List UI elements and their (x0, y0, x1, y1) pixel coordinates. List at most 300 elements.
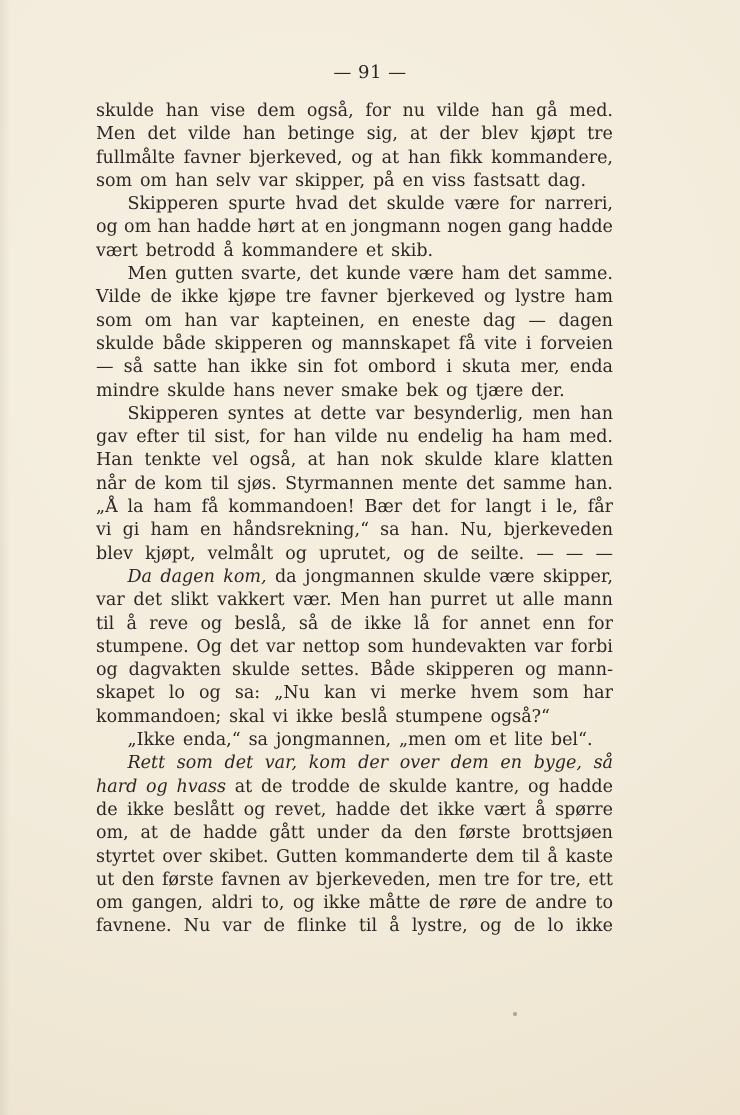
word: en (324, 217, 347, 238)
word: ikke (250, 357, 288, 378)
word: vilde (436, 101, 480, 121)
word: hans (233, 380, 276, 401)
word: har (582, 683, 613, 704)
word: han (175, 170, 208, 191)
word: og (311, 333, 334, 354)
word: både (162, 333, 206, 354)
word: om (454, 730, 482, 751)
word: tjære (475, 380, 524, 401)
text-line (96, 380, 613, 403)
word: nu (402, 101, 426, 121)
word: to, (261, 893, 285, 914)
word: var (230, 310, 259, 331)
word: ikke (364, 613, 402, 634)
word: hard (96, 776, 138, 797)
text-line (96, 333, 613, 356)
word: røre (458, 893, 497, 914)
word: han (491, 101, 525, 121)
word: ut (96, 869, 115, 890)
word: så (593, 753, 613, 774)
word: var (534, 636, 563, 657)
word: han (184, 310, 218, 331)
word: sjøs. (237, 473, 277, 494)
word: gutten (174, 264, 234, 285)
word: — (536, 543, 554, 564)
word: hadde (196, 217, 252, 238)
word: skipperen (214, 333, 303, 354)
word: en (377, 310, 400, 331)
word: skulde (96, 333, 155, 354)
word: ikke (296, 706, 334, 727)
word: og (524, 660, 547, 681)
word: — (595, 543, 613, 564)
word: kan (324, 683, 357, 704)
text-line (96, 426, 613, 449)
word: han. (410, 520, 450, 541)
word: kommandere (241, 240, 359, 261)
word: skipper, (542, 566, 613, 587)
word: jongmann (352, 217, 441, 238)
text-line (96, 123, 613, 146)
word: de (330, 613, 353, 634)
word: spurte (228, 194, 286, 215)
word: et (365, 240, 384, 261)
word: de (260, 776, 283, 797)
text-line (96, 636, 613, 659)
word: da (380, 823, 403, 844)
word: skibet. (209, 846, 269, 867)
word: nogen (447, 217, 502, 238)
word: favnen (221, 869, 281, 890)
word: han (388, 590, 422, 611)
word: bel“. (550, 730, 593, 751)
text-line (96, 240, 613, 263)
word: betrodd (145, 240, 216, 261)
word: „Ikke (127, 730, 176, 751)
word: hvass (176, 776, 227, 797)
text-line (96, 799, 613, 822)
word: om (96, 893, 124, 914)
text-line (96, 776, 613, 799)
word: av (288, 869, 309, 890)
word: det (466, 473, 495, 494)
word: lite (514, 730, 543, 751)
word: de (513, 916, 536, 937)
word: som (96, 170, 133, 191)
word: ombord (367, 357, 437, 378)
word: over (399, 753, 439, 774)
text-line (96, 566, 613, 589)
word: det (309, 264, 339, 285)
word: et (489, 730, 507, 751)
text-line (96, 100, 613, 123)
word: vær. (293, 590, 332, 611)
word: purret (430, 590, 487, 611)
word: skulde (388, 776, 447, 797)
body-text (96, 100, 613, 939)
word: for (259, 427, 285, 448)
word: viss (432, 170, 466, 191)
text-line (96, 310, 613, 333)
word: alle (522, 590, 555, 611)
word: la (127, 497, 144, 518)
word: om (124, 217, 152, 238)
word: første (458, 823, 511, 844)
word: ham (150, 520, 189, 541)
word: kom (164, 473, 203, 494)
word: blev (481, 124, 519, 145)
text-line (96, 216, 613, 239)
word: lystre (515, 287, 566, 308)
word: dagen (160, 566, 215, 587)
word: revet, (274, 799, 327, 820)
word: også, (306, 101, 354, 121)
text-line (96, 193, 613, 216)
word: smake (341, 380, 399, 401)
word: vise (210, 101, 246, 121)
word: stumpene. (96, 636, 189, 657)
word: jongmannen (305, 566, 415, 587)
word: hundevakten (411, 636, 527, 657)
word: langt (485, 497, 532, 518)
word: hvad (295, 194, 339, 215)
word: sig, (366, 124, 398, 145)
word: skulde (424, 450, 483, 471)
word: håndsrekning,“ (232, 520, 370, 541)
word: da (274, 566, 297, 587)
word: de (505, 893, 527, 914)
word: enda,“ (182, 730, 241, 751)
word: at (140, 823, 158, 844)
word: ikke (181, 287, 219, 308)
word: dag (482, 310, 516, 331)
text-line (96, 752, 613, 775)
word: — (565, 543, 584, 564)
word: forbi (570, 636, 613, 657)
word: en (500, 753, 523, 774)
word: de (358, 776, 381, 797)
word: hadde (558, 776, 613, 797)
word: kantre, (455, 776, 520, 797)
word: ett (588, 869, 613, 890)
word: skal (229, 706, 265, 727)
word: når (96, 473, 127, 494)
word: få (458, 333, 476, 354)
word: de (169, 823, 192, 844)
word: sa: (234, 683, 261, 704)
word: „Å (96, 497, 118, 518)
word: ikke (575, 916, 613, 937)
word: kaste (565, 846, 613, 867)
word: for (587, 613, 613, 634)
text-line (96, 496, 613, 519)
word: flinke (297, 916, 347, 937)
word: mer, (520, 357, 560, 378)
word: vilde (335, 427, 378, 448)
word: fastsatt (473, 170, 540, 191)
word: merke (400, 683, 457, 704)
word: som (96, 310, 133, 331)
word: under (316, 823, 370, 844)
word: men (438, 869, 477, 890)
word: der (358, 753, 389, 774)
word: om (140, 170, 168, 191)
word: og (446, 380, 468, 401)
word: bjerkeveden, (315, 869, 431, 890)
word: gått (269, 823, 305, 844)
word: til (358, 916, 378, 937)
word: ham (522, 427, 561, 448)
word: var, (264, 753, 298, 774)
word: til (187, 427, 206, 448)
text-line (96, 403, 613, 426)
word: hadde (202, 823, 258, 844)
word: vi (96, 520, 112, 541)
word: lo (168, 683, 185, 704)
word: vilde (188, 124, 231, 145)
word: beslå (341, 706, 388, 727)
word: at (301, 217, 319, 238)
word: om (144, 310, 172, 331)
word: de (150, 287, 173, 308)
word: Rett (127, 753, 166, 774)
word: styrtet (96, 846, 155, 867)
word: de (96, 799, 118, 820)
word: favnene. (96, 916, 172, 937)
word: at (234, 776, 253, 797)
word: Men (127, 264, 168, 285)
word: fullmålte (96, 147, 175, 168)
word: hvem (470, 683, 519, 704)
word: kom, (223, 566, 267, 587)
word: dagen (558, 310, 613, 331)
word: spørre (555, 799, 613, 820)
word: og (292, 893, 315, 914)
word: ikke (323, 893, 361, 914)
word: samme (503, 473, 567, 494)
word: som (176, 753, 213, 774)
word: det (147, 124, 177, 145)
word: til (210, 473, 229, 494)
text-line (96, 613, 613, 636)
word: var (266, 636, 295, 657)
word: være (408, 264, 454, 285)
word: dag. (547, 170, 587, 191)
word: tre (483, 869, 510, 890)
word: over (162, 846, 202, 867)
word: „men (398, 730, 447, 751)
word: Skipperen (127, 403, 219, 424)
word: og (479, 916, 502, 937)
word: ham (461, 264, 500, 285)
word: med. (569, 101, 613, 121)
word: skulde (96, 101, 155, 121)
word: å (535, 799, 546, 820)
word: en (402, 170, 425, 191)
word: kommanderte (344, 846, 469, 867)
text-line (96, 473, 613, 496)
word: nu (386, 427, 409, 448)
word: slikt (170, 590, 209, 611)
word: le, (556, 497, 578, 518)
word: de (134, 473, 157, 494)
word: satte (153, 357, 198, 378)
word: de (437, 543, 459, 564)
word: å (126, 613, 137, 634)
word: han (165, 101, 199, 121)
word: på (372, 170, 395, 191)
word: å (389, 916, 400, 937)
word: så (298, 613, 319, 634)
word: med. (569, 427, 613, 448)
text-line (96, 659, 613, 682)
word: dagvakten (128, 660, 222, 681)
word: at (293, 403, 312, 424)
word: aldri (211, 893, 253, 914)
word: Og (196, 636, 222, 657)
word: mannskapet (341, 333, 450, 354)
word: det (507, 264, 537, 285)
word: var (375, 403, 405, 424)
paper-speck (513, 1012, 517, 1016)
word: fot (333, 357, 358, 378)
word: efter (136, 427, 179, 448)
word: ha (491, 427, 514, 448)
word: det (229, 636, 259, 657)
text-line (96, 519, 613, 542)
word: gi (122, 520, 140, 541)
word: bek (405, 380, 439, 401)
word: det (133, 590, 162, 611)
word: nok (380, 450, 414, 471)
page-edge-shadow (0, 0, 10, 1115)
word: kapteinen, (271, 310, 366, 331)
word: Vilde (96, 287, 142, 308)
word: skulde (167, 380, 226, 401)
text-line (96, 706, 613, 729)
word: klatten (550, 450, 613, 471)
word: der. (531, 380, 565, 401)
word: den (414, 823, 447, 844)
text-line (96, 449, 613, 472)
word: skapet (96, 683, 155, 704)
word: kommandere, (491, 147, 613, 168)
word: hadde (558, 217, 613, 238)
word: ikke (126, 799, 165, 820)
word: i (525, 333, 532, 354)
word: bjerkeved (386, 287, 475, 308)
word: og (403, 543, 425, 564)
word: kommandoen; (96, 706, 222, 727)
word: og (528, 776, 550, 797)
text-line (96, 915, 613, 938)
word: — (528, 310, 546, 331)
word: og (285, 543, 307, 564)
word: stumpene (395, 706, 483, 727)
word: settes. (300, 660, 360, 681)
text-line (96, 170, 613, 193)
word: sa (248, 730, 268, 751)
word: det (224, 753, 254, 774)
word: det (411, 497, 441, 518)
word: de (428, 893, 451, 914)
word: være (454, 194, 500, 215)
word: skulde (232, 660, 291, 681)
word: og (146, 776, 168, 797)
word: og (96, 660, 118, 681)
word: han (336, 450, 370, 471)
word: i (540, 497, 547, 518)
word: byge, (533, 753, 582, 774)
word: vakkert (217, 590, 285, 611)
word: bjerkeveden (503, 520, 613, 541)
word: kunde (346, 264, 401, 285)
word: til (96, 613, 115, 634)
word: men (532, 403, 571, 424)
word: Men (96, 124, 136, 145)
word: dette (320, 403, 367, 424)
text-line (96, 729, 613, 752)
word: får (587, 497, 613, 518)
word: trodde (291, 776, 350, 797)
word: — (96, 357, 114, 378)
word: svarte, (241, 264, 302, 285)
word: besynderlig, (413, 403, 524, 424)
word: sist, (214, 427, 251, 448)
word: vært (96, 240, 138, 261)
word: selv (215, 170, 251, 191)
word: velmålt (207, 543, 274, 564)
word: narreri, (544, 194, 613, 215)
word: brottsjøen (522, 823, 613, 844)
word: tenkte (144, 450, 201, 471)
word: betinge (287, 124, 355, 145)
word: vært (484, 799, 526, 820)
word: enda (569, 357, 613, 378)
word: så (123, 357, 144, 378)
word: Både (370, 660, 416, 681)
word: den (121, 869, 155, 890)
word: eneste (411, 310, 471, 331)
text-line (96, 822, 613, 845)
word: gangen, (131, 893, 203, 914)
text-line (96, 589, 613, 612)
word: var (258, 170, 288, 191)
word: dem (450, 753, 489, 774)
word: Nu (183, 916, 211, 937)
word: gå (535, 101, 558, 121)
word: vite (484, 333, 518, 354)
word: han (407, 147, 441, 168)
word: kom (308, 753, 347, 774)
word: bjerkeved, (249, 147, 343, 168)
word: endelig (417, 427, 484, 448)
word: tre (587, 124, 613, 145)
word: og (96, 217, 118, 238)
word: kjøpe (227, 287, 277, 308)
word: gang (508, 217, 553, 238)
word: var (96, 590, 125, 611)
word: hørt (257, 217, 295, 238)
word: lo (547, 916, 564, 937)
word: skipperen (425, 660, 514, 681)
word: forveien (540, 333, 613, 354)
word: never (283, 380, 334, 401)
word: „Nu (274, 683, 310, 704)
word: nettop (302, 636, 360, 657)
text-line (96, 869, 613, 892)
text-line (96, 846, 613, 869)
